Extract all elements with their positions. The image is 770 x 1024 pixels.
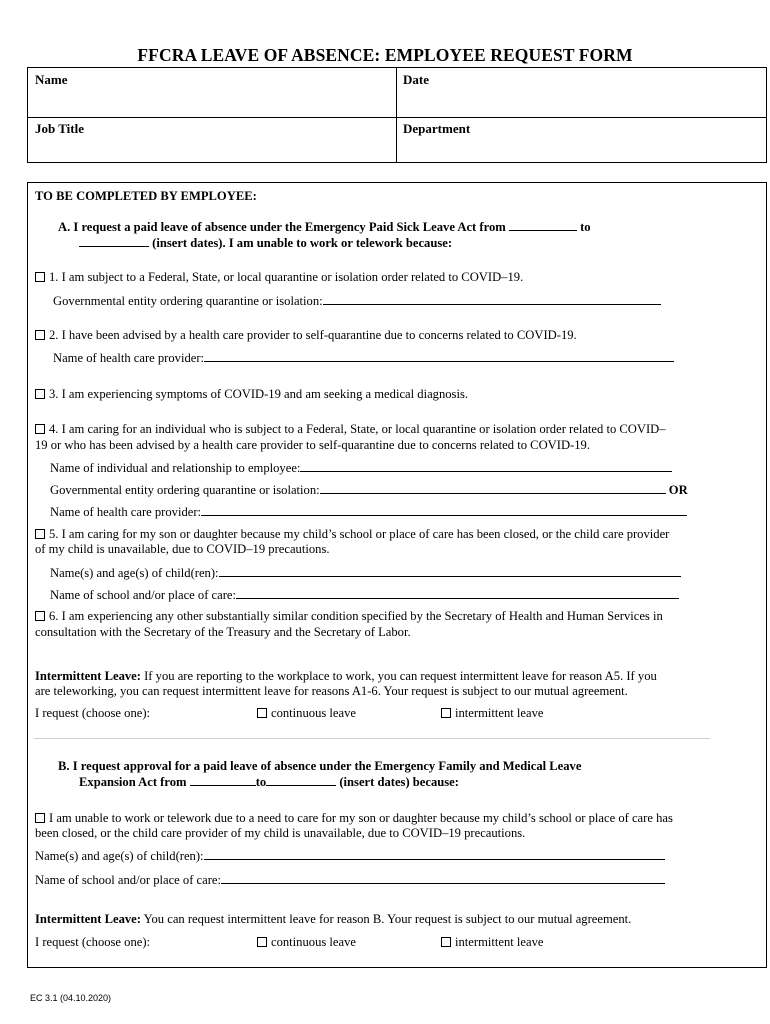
reason-1-entity-field: Governmental entity ordering quarantine or isolation:	[53, 292, 661, 309]
date-field[interactable]: Date	[403, 72, 429, 87]
reason-4-line2: 19 or who has been advised by a health care provider to self-quarantine due to concerns related to COVID-19.	[35, 438, 590, 452]
intermittent-leave-b: Intermittent Leave: You can request intermittent leave for reason B. Your request is subject to our mutual agreement.	[35, 912, 632, 926]
intermittent-leave-checkbox-b[interactable]	[441, 937, 451, 947]
reason-5-line2: of my child is unavailable, due to COVID–19 precautions.	[35, 542, 330, 556]
reason-3: 3. I am experiencing symptoms of COVID-19 and am seeking a medical diagnosis.	[35, 386, 468, 402]
reason-4-entity-field: Governmental entity ordering quarantine or isolation: OR	[50, 483, 688, 497]
choose-label-b: I request (choose one):	[35, 935, 151, 949]
reason-b-checkbox[interactable]	[35, 813, 45, 823]
reason-b-school-input[interactable]	[221, 871, 665, 884]
intermittent-leave-option-a: intermittent leave	[441, 705, 543, 721]
intermittent-leave-a-line2: are teleworking, you can request intermittent leave for reasons A1-6. Your request is subject to our mutual agreement.	[35, 684, 628, 698]
reason-6: 6. I am experiencing any other substantially similar condition specified by the Secretary of Health and Human Services in	[35, 608, 663, 624]
intermittent-leave-checkbox-a[interactable]	[441, 708, 451, 718]
reason-4-checkbox[interactable]	[35, 424, 45, 434]
reason-2-checkbox[interactable]	[35, 330, 45, 340]
job-title-field[interactable]: Job Title	[35, 121, 85, 136]
reason-2-provider-input[interactable]	[204, 349, 674, 362]
reason-5-school-field: Name of school and/or place of care:	[50, 586, 679, 603]
reason-2: 2. I have been advised by a health care provider to self-quarantine due to concerns related to COVID-19.	[35, 327, 577, 343]
reason-b-school-field: Name of school and/or place of care:	[35, 871, 665, 888]
continuous-leave-checkbox-b[interactable]	[257, 937, 267, 947]
reason-b: I am unable to work or telework due to a need to care for my son or daughter because my child’s school or place of care has	[35, 810, 673, 826]
intermittent-leave-a: Intermittent Leave: If you are reporting to the workplace to work, you can request intermittent leave for reason A5. If you	[35, 669, 657, 683]
reason-1-checkbox[interactable]	[35, 272, 45, 282]
start-date-b-field[interactable]	[190, 773, 256, 786]
section-heading: TO BE COMPLETED BY EMPLOYEE:	[35, 189, 257, 203]
section-b-heading: B. I request approval for a paid leave of absence under the Emergency Family and Medical Leave	[58, 759, 582, 773]
form-title: FFCRA LEAVE OF ABSENCE: EMPLOYEE REQUEST FORM	[137, 45, 633, 65]
start-date-a-field[interactable]	[509, 218, 577, 231]
reason-2-provider-field: Name of health care provider:	[53, 349, 674, 366]
reason-5-school-input[interactable]	[236, 586, 679, 599]
reason-4: 4. I am caring for an individual who is subject to a Federal, State, or local quarantine or isolation order related to COVID–	[35, 421, 666, 437]
continuous-leave-option-a: continuous leave	[257, 705, 356, 721]
reason-6-line2: consultation with the Secretary of the Treasury and the Secretary of Labor.	[35, 625, 411, 639]
reason-5-children-field: Name(s) and age(s) of child(ren):	[50, 564, 681, 581]
reason-3-checkbox[interactable]	[35, 389, 45, 399]
section-a-heading: A. I request a paid leave of absence under the Emergency Paid Sick Leave Act from to	[58, 220, 591, 234]
reason-4-entity-input[interactable]	[320, 481, 666, 494]
reason-4-provider-input[interactable]	[201, 503, 687, 516]
intermittent-leave-option-b: intermittent leave	[441, 934, 543, 950]
reason-4-provider-field: Name of health care provider:	[50, 503, 687, 520]
reason-5-checkbox[interactable]	[35, 529, 45, 539]
reason-4-individual-field: Name of individual and relationship to employee:	[50, 459, 672, 476]
reason-5-children-input[interactable]	[219, 564, 681, 577]
continuous-leave-checkbox-a[interactable]	[257, 708, 267, 718]
name-field[interactable]: Name	[35, 72, 68, 87]
section-a-heading-line2: (insert dates). I am unable to work or telework because:	[79, 234, 452, 251]
form-footer-code: EC 3.1 (04.10.2020)	[30, 993, 112, 1003]
employee-section	[27, 182, 767, 968]
reason-b-children-field: Name(s) and age(s) of child(ren):	[35, 847, 665, 864]
reason-1-entity-input[interactable]	[323, 292, 661, 305]
section-divider	[34, 738, 710, 739]
reason-1: 1. I am subject to a Federal, State, or local quarantine or isolation order related to COVID–19.	[35, 269, 523, 285]
reason-4-individual-input[interactable]	[300, 459, 672, 472]
reason-b-children-input[interactable]	[204, 847, 665, 860]
end-date-a-field[interactable]	[79, 234, 149, 247]
reason-6-checkbox[interactable]	[35, 611, 45, 621]
department-field[interactable]: Department	[403, 121, 471, 136]
end-date-b-field[interactable]	[266, 773, 336, 786]
choose-label-a: I request (choose one):	[35, 706, 151, 720]
reason-5: 5. I am caring for my son or daughter because my child’s school or place of care has been closed, or the child care provider	[35, 526, 669, 542]
section-b-heading-line2: Expansion Act from to (insert dates) because:	[79, 775, 459, 789]
continuous-leave-option-b: continuous leave	[257, 934, 356, 950]
employee-info-table	[27, 67, 767, 163]
reason-b-line2: been closed, or the child care provider of my child is unavailable, due to COVID–19 precautions.	[35, 826, 526, 840]
